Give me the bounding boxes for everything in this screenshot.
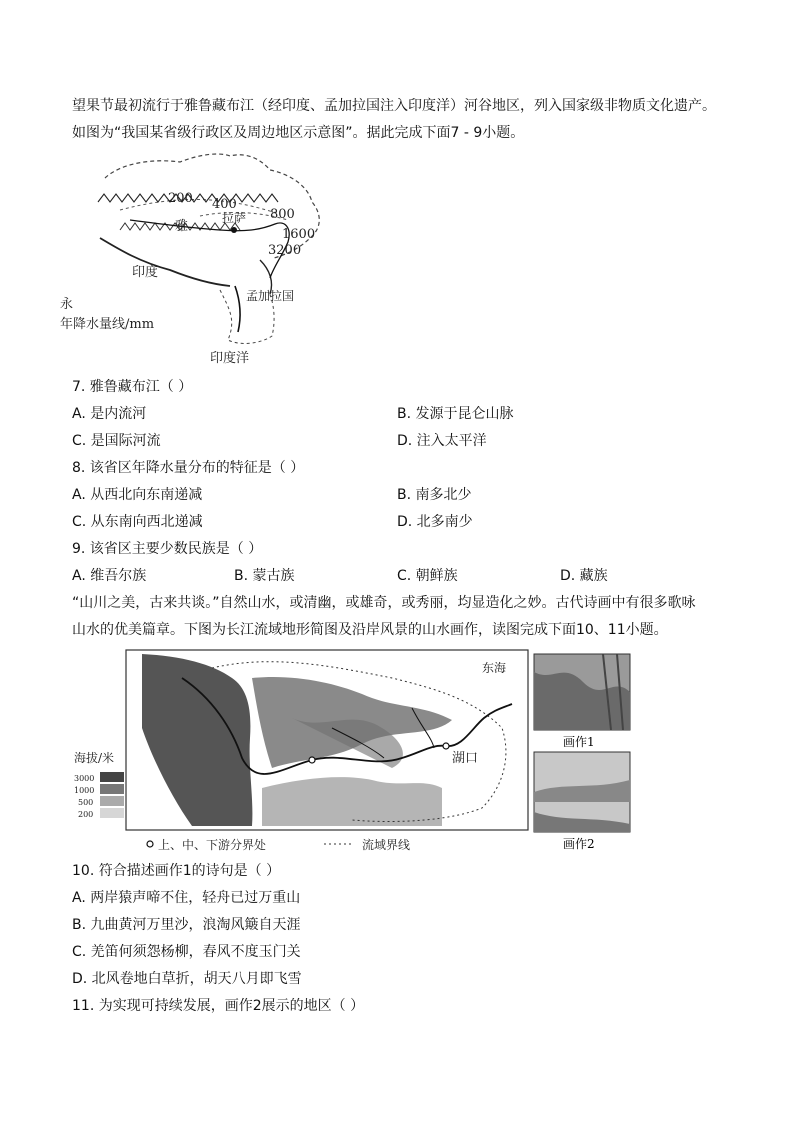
- division-legend-label: 上、中、下游分界处: [158, 838, 267, 852]
- intro-line-1: 望果节最初流行于雅鲁藏布江（经印度、孟加拉国注入印度洋）河谷地区，列入国家级非物质文化遗产。: [72, 98, 716, 114]
- isohyet-label: 200: [168, 191, 193, 206]
- river-to-ocean: [235, 286, 240, 332]
- legend-partial: 永: [60, 297, 74, 312]
- yangtze-map: [72, 648, 532, 860]
- elevation-legend-title: 海拔/米: [74, 751, 115, 765]
- yangtze-map-figure: [72, 648, 532, 860]
- isohyet-label: 1600: [282, 227, 316, 242]
- q10-option-c[interactable]: C. 羌笛何须怨杨柳，春风不度玉门关: [72, 944, 301, 960]
- boundary-legend-label: 流域界线: [362, 838, 411, 852]
- q8-option-a[interactable]: A. 从西北向东南递减: [72, 487, 203, 503]
- q7-option-d[interactable]: D. 注入太平洋: [397, 433, 487, 449]
- q8-option-d[interactable]: D. 北多南少: [397, 514, 473, 530]
- paintings-figure: [533, 652, 633, 852]
- passage2-line-1: “山川之美，古来共谈。”自然山水，或清幽，或雄奇，或秀丽，均显造化之妙。古代诗画中有很多歌咏: [72, 595, 696, 611]
- passage2-line-2: 山水的优美篇章。下图为长江流域地形简图及沿岸风景的山水画作，读图完成下面10、11小题。: [72, 622, 668, 638]
- q9-option-c[interactable]: C. 朝鲜族: [397, 568, 458, 584]
- national-border: [100, 238, 230, 286]
- river-label: 雅: [175, 219, 189, 234]
- q10-option-a[interactable]: A. 两岸猿声啼不住，轻舟已过万重山: [72, 890, 301, 906]
- q7-option-a[interactable]: A. 是内流河: [72, 406, 147, 422]
- legend-swatch: [100, 772, 124, 782]
- country-label-bangladesh: 孟加拉国: [246, 289, 295, 303]
- city-label: 拉萨: [222, 211, 247, 225]
- isohyet-line: [120, 199, 280, 214]
- legend-value: 1000: [74, 786, 95, 795]
- lhasa-point: [231, 227, 237, 233]
- isohyet-label: 800: [270, 207, 295, 222]
- q8-option-b[interactable]: B. 南多北少: [397, 487, 472, 503]
- city-label-hukou: 湖口: [452, 751, 479, 766]
- q11-stem: 11. 为实现可持续发展，画作2展示的地区（ ）: [72, 998, 365, 1014]
- division-point: [443, 743, 449, 749]
- legend-value: 200: [78, 810, 94, 819]
- q8-option-c[interactable]: C. 从东南向西北递减: [72, 514, 203, 530]
- painting-1-caption: 画作1: [563, 735, 595, 749]
- painting-2-caption: 画作2: [563, 837, 595, 851]
- q9-option-a[interactable]: A. 维吾尔族: [72, 568, 147, 584]
- division-marker-legend: [147, 841, 153, 847]
- q8-stem: 8. 该省区年降水量分布的特征是（ ）: [72, 460, 305, 476]
- intro-line-2: 如图为“我国某省级行政区及周边地区示意图”。据此完成下面7 - 9小题。: [72, 125, 525, 141]
- q10-stem: 10. 符合描述画作1的诗句是（ ）: [72, 863, 281, 879]
- legend-swatch: [100, 808, 124, 818]
- q10-option-d[interactable]: D. 北风卷地白草折，胡天八月即飞雪: [72, 971, 302, 987]
- legend-title: 年降水量线/mm: [60, 317, 155, 332]
- hill-region: [262, 777, 442, 826]
- legend-swatch: [100, 796, 124, 806]
- q10-option-b[interactable]: B. 九曲黄河万里沙，浪淘风簸自天涯: [72, 917, 301, 933]
- province-map: [60, 150, 330, 368]
- legend-swatch: [100, 784, 124, 794]
- legend-value: 500: [78, 798, 94, 807]
- q7-option-b[interactable]: B. 发源于昆仑山脉: [397, 406, 514, 422]
- sea-label: 东海: [482, 661, 507, 675]
- province-map-figure: [60, 150, 330, 368]
- isohyet-label: 400: [212, 197, 237, 212]
- legend-value: 3000: [74, 774, 95, 783]
- division-point: [309, 757, 315, 763]
- isohyet-label: 3200: [268, 243, 302, 258]
- country-label-india: 印度: [132, 265, 159, 280]
- ocean-label: 印度洋: [210, 351, 250, 366]
- paintings: [533, 652, 633, 852]
- q9-option-d[interactable]: D. 藏族: [560, 568, 608, 584]
- q7-option-c[interactable]: C. 是国际河流: [72, 433, 161, 449]
- q7-stem: 7. 雅鲁藏布江（ ）: [72, 379, 193, 395]
- q9-option-b[interactable]: B. 蒙古族: [234, 568, 295, 584]
- q9-stem: 9. 该省区主要少数民族是（ ）: [72, 541, 263, 557]
